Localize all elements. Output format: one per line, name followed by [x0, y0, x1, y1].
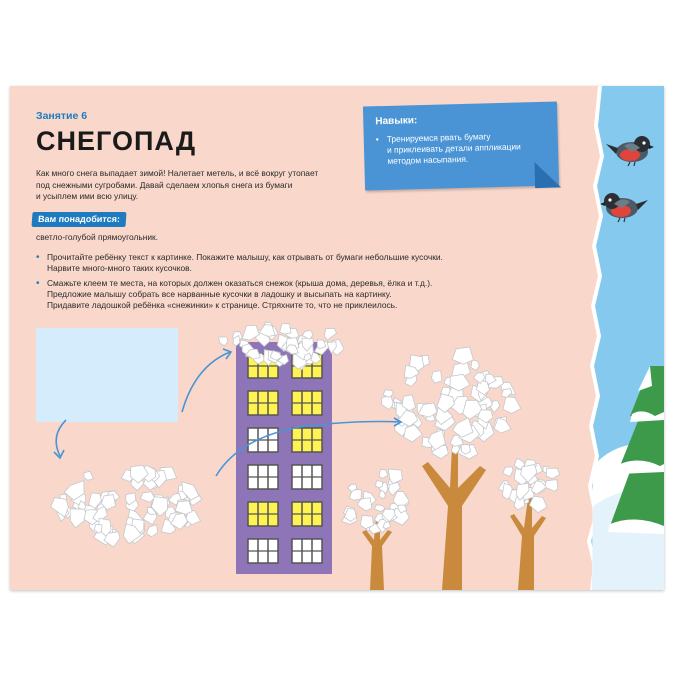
building-window [292, 391, 322, 415]
snow-piece [219, 337, 228, 346]
snow-piece [503, 467, 513, 477]
bullet-icon: • [36, 252, 40, 263]
instruction-line: Придавите ладошкой ребёнка «снежинки» к странице. Стряхните то, что не приклеилось. [47, 300, 398, 310]
arrow-icon [182, 349, 231, 412]
snow-piece [357, 498, 372, 511]
building-window [248, 465, 278, 489]
snow-piece [431, 371, 442, 384]
instruction-line: Прочитайте ребёнку текст к картинке. Покажите малышу, как отрывать от бумаги небольшие кусочки. [47, 252, 443, 262]
arrow-icon [54, 420, 66, 458]
snow-piece [545, 480, 558, 492]
building-window [292, 465, 322, 489]
instruction-line: Предложие малышу собрать все нарванные кусочки в ладошку и высыпать на картинку. [47, 289, 392, 299]
snow-piece [140, 492, 154, 503]
building-window [292, 502, 322, 526]
snow-piece [376, 481, 383, 488]
intro-line: и усыплем ими всю улицу. [36, 191, 139, 201]
snow-piece [529, 496, 547, 513]
snow-piece [452, 347, 473, 364]
bullet-icon: • [36, 278, 40, 289]
building-window [292, 428, 322, 452]
snow-piece [546, 468, 560, 479]
intro-line: под снежными сугробами. Давай сделаем хлопья снега из бумаги [36, 179, 293, 190]
tree-trunk-small [510, 498, 546, 590]
snow-piece [382, 395, 394, 410]
lesson-label: Занятие 6 [36, 110, 88, 122]
needs-text: светло-голубой прямоугольник. [36, 232, 159, 242]
instruction-line: Нарвите много-много таких кусочков. [47, 263, 192, 273]
snow-piece [280, 324, 291, 335]
snow-piece [503, 397, 521, 414]
building-window [292, 539, 322, 563]
snow-piece [84, 471, 94, 480]
snow-piece [491, 400, 500, 412]
building-window [248, 428, 278, 452]
apartment-building [236, 342, 332, 574]
snow-piece [501, 389, 512, 398]
snow-piece [383, 390, 393, 398]
workbook-page [10, 86, 664, 590]
snow-piece [471, 360, 480, 371]
building-window [248, 539, 278, 563]
needs-badge: Вам понадобится: [31, 212, 126, 227]
skills-line: Тренируемся рвать бумагу [386, 131, 491, 144]
skills-line: методом насыпания. [387, 153, 469, 166]
winter-scene-illustration [10, 86, 664, 590]
building-window [248, 391, 278, 415]
snow-piece [379, 470, 388, 479]
building-window [248, 502, 278, 526]
tree-trunk-large [422, 446, 486, 590]
skills-line: и приклеивать детали аппликации [386, 141, 521, 155]
bullet-icon: • [375, 134, 379, 145]
snow-piece [324, 328, 336, 340]
instruction-line: Смажьте клеем те места, на которых должен оказаться снежок (крыша дома, деревья, ёлка и т.д.). [47, 278, 433, 288]
page-title: СНЕГОПАД [36, 126, 197, 156]
intro-line: Как много снега выпадает зимой! Налетает метель, и всё вокруг утопает [36, 168, 319, 178]
skills-title: Навыки: [375, 115, 418, 128]
snow-piece [147, 525, 158, 537]
